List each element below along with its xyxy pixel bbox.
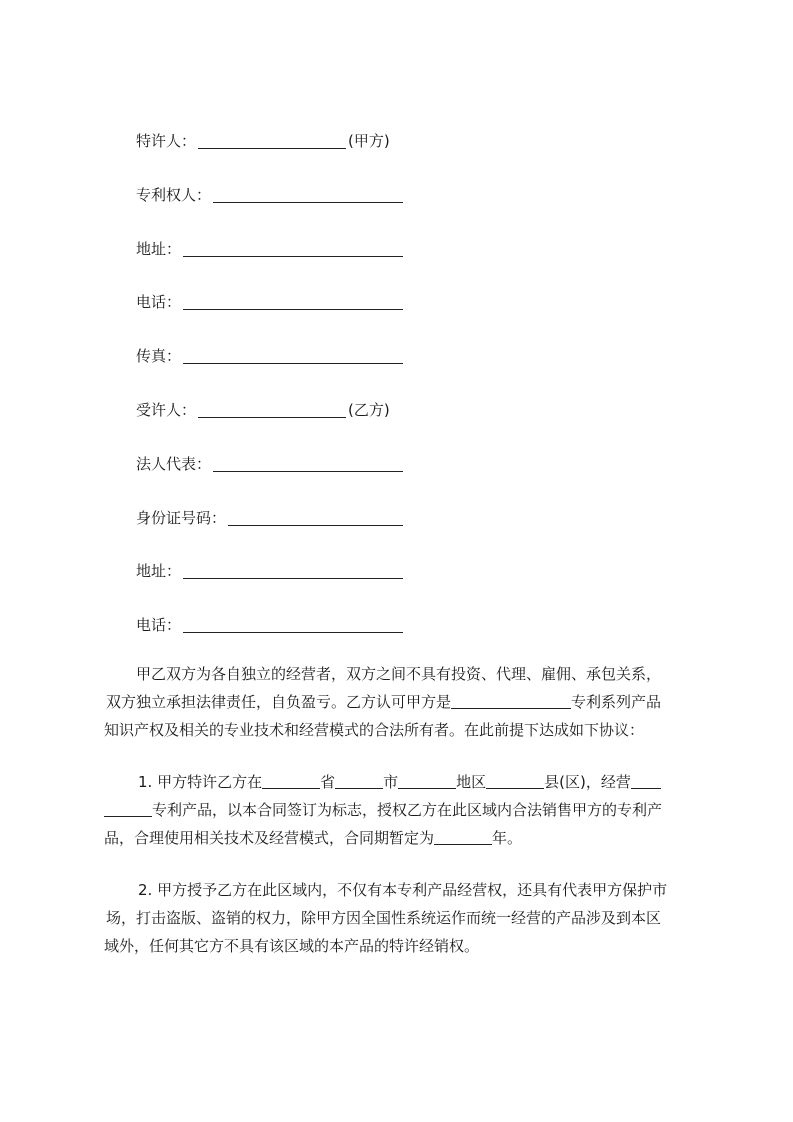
field-label: 特许人： xyxy=(136,132,197,150)
text-run: 县(区)，经营 xyxy=(544,773,631,791)
text-run: 地区 xyxy=(456,773,487,791)
text-line: 甲乙双方为各自独立的经营者，双方之间不具有投资、代理、雇佣、承包关系， xyxy=(136,665,662,683)
blank-line[interactable] xyxy=(183,345,403,364)
field-label: 法人代表： xyxy=(136,455,212,473)
text-run: 专利产品，以本合同签订为标志，授权乙方在此区域内合法销售甲方的专利产 xyxy=(152,801,663,819)
field-fax xyxy=(136,343,403,369)
field-suffix: (乙方) xyxy=(348,401,390,419)
field-licensor xyxy=(136,128,390,154)
field-legal-rep xyxy=(136,451,403,477)
field-label: 地址： xyxy=(136,240,182,258)
field-label: 受许人： xyxy=(136,401,197,419)
field-patentee xyxy=(136,182,403,208)
blank-line[interactable] xyxy=(183,614,403,633)
blank-line[interactable] xyxy=(486,772,544,789)
blank-line[interactable] xyxy=(335,772,383,789)
field-label: 身份证号码： xyxy=(136,509,227,527)
field-label: 专利权人： xyxy=(136,186,212,204)
field-label: 地址： xyxy=(136,562,182,580)
intro-paragraph xyxy=(104,660,689,744)
blank-line[interactable] xyxy=(262,772,320,789)
text-run: 品，合理使用相关技术及经营模式，合同期暂定为 xyxy=(104,829,435,847)
field-suffix: (甲方) xyxy=(348,132,390,150)
blank-line[interactable] xyxy=(451,692,571,709)
field-label: 电话： xyxy=(136,616,182,634)
field-address-b xyxy=(136,558,403,584)
blank-line[interactable] xyxy=(183,560,403,579)
text-run: 双方独立承担法律责任，自负盈亏。乙方认可甲方是 xyxy=(106,693,452,711)
text-line xyxy=(104,768,689,796)
blank-line[interactable] xyxy=(104,800,152,817)
clause-2 xyxy=(104,876,689,960)
field-phone-a xyxy=(136,289,403,315)
field-address-a xyxy=(136,236,403,262)
field-label: 传真： xyxy=(136,347,182,365)
field-id-number xyxy=(136,505,403,531)
blank-line[interactable] xyxy=(434,828,492,845)
field-label: 电话： xyxy=(136,293,182,311)
blank-line[interactable] xyxy=(398,772,456,789)
text-line xyxy=(104,796,689,824)
clause-1 xyxy=(104,768,689,852)
blank-line[interactable] xyxy=(183,238,403,257)
text-line xyxy=(104,688,689,716)
text-run: 年。 xyxy=(492,829,523,847)
text-line: 场，打击盗版、盗销的权力，除甲方因全国性系统运作而统一经营的产品涉及到本区 xyxy=(106,909,662,927)
blank-line[interactable] xyxy=(213,184,403,203)
text-line: 知识产权及相关的专业技术和经营模式的合法所有者。在此前提下达成如下协议： xyxy=(104,721,645,739)
text-line xyxy=(104,824,689,852)
blank-line[interactable] xyxy=(631,772,661,789)
blank-line[interactable] xyxy=(213,453,403,472)
blank-line[interactable] xyxy=(228,507,403,526)
blank-line[interactable] xyxy=(198,130,346,149)
field-phone-b xyxy=(136,612,403,638)
blank-line[interactable] xyxy=(198,399,346,418)
text-run: 专利系列产品 xyxy=(571,693,662,711)
text-line: 域外，任何其它方不具有该区域的本产品的特许经销权。 xyxy=(104,937,480,955)
text-run: 1. 甲方特许乙方在 xyxy=(138,773,263,791)
blank-line[interactable] xyxy=(183,291,403,310)
text-line: 2. 甲方授予乙方在此区域内，不仅有本专利产品经营权，还具有代表甲方保护市 xyxy=(138,881,668,899)
field-licensee xyxy=(136,397,390,423)
text-run: 省 xyxy=(320,773,336,791)
text-run: 市 xyxy=(383,773,399,791)
